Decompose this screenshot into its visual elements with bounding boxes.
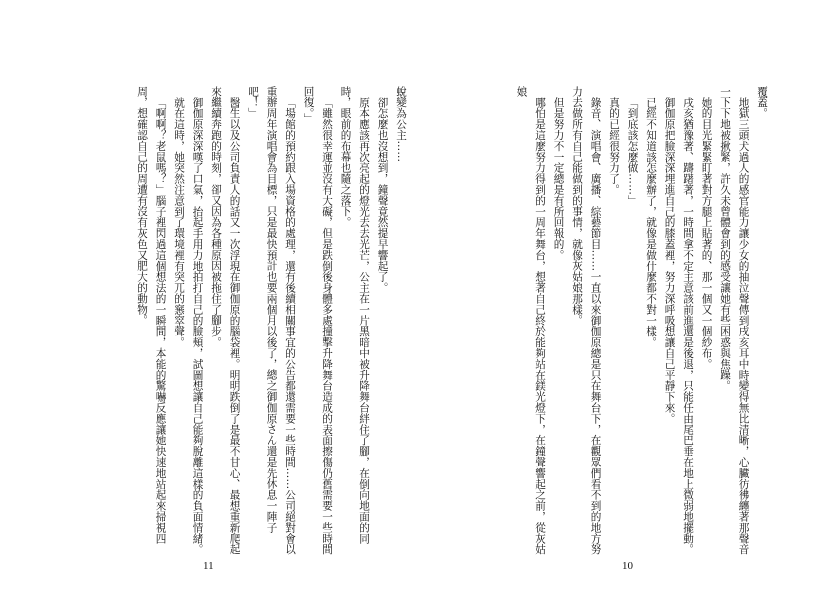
paragraph: 御伽原深深嘆了口氣，抬起手用力地拍打自己的臉頰，試圖想讓自己能夠脫離這樣的負面情緒。: [191, 96, 204, 555]
page-11: [66, 86, 410, 556]
page-number: 11: [203, 560, 214, 572]
paragraph: 地獄三頭犬過人的感官能力讓少女的抽泣聲傳到戌亥耳中時變得無比清晰，心臟彷彿纏著那聲音一下下地被揪緊，許久未曾體會到的感受讓她有些困惑與焦躁。: [719, 86, 750, 555]
paragraph: 已經不知道該怎麼辦了，就像是做什麼都不對一樣。: [645, 96, 657, 348]
page-11-text: [133, 86, 411, 556]
page-10-text: [512, 86, 771, 556]
page-number: 10: [622, 560, 633, 572]
dialogue-line: 「到底該怎麼做……」: [626, 96, 639, 206]
paragraph: 就在這時，她突然注意到了環境裡有突兀的窸窣聲。: [173, 96, 185, 348]
paragraph: 但是努力不一定總是有所回報的。: [552, 96, 565, 261]
paragraph: 覆蓋。: [756, 86, 768, 119]
paragraph: 錄音、演唱會、廣播、綜藝節目……一直以來御伽原總是只在舞台下，在觀眾們看不到的地方努力去做所有自己能做到的事情，就像灰姑娘那樣。: [571, 86, 602, 555]
paragraph: 卻怎麼也沒想到，鐘聲竟然提早響起了。: [376, 96, 389, 293]
paragraph: 戌亥猶豫著、躊躇著，一時間拿不定主意該前進還是後退，只能任由尾巴垂在地上微弱地擺動。: [682, 96, 694, 555]
paragraph: 原本應該再次亮起的燈光去去光芒，公主在一片黑暗中被升降舞台絆住了腳，在倒向地面的同時，眼前的布幕也隨之落下。: [339, 86, 370, 544]
paragraph: 她的目光緊緊盯著對方腿上貼著的、那一個又一個紗布。: [700, 96, 713, 370]
dialogue-line: 「啊啊？老鼠嗎？」腦子裡閃過這個想法的一瞬間，本能的驚嚇反應讓她快速地站起來掃視四周，想確認自己的周遭有沒有灰色又肥大的動物。: [136, 86, 167, 544]
paragraph: 蛻變為公主……: [395, 86, 407, 163]
paragraph: 醫生以及公司負責人的話又一次浮現在御伽原的腦袋裡。明明跌倒了是最不甘心、最想重新爬起來繼續奔跑的時刻，卻又因為各種原因被拖住了腳步。: [210, 86, 241, 555]
page-10: [437, 86, 771, 556]
dialogue-line: 「雖然很幸運並沒有大礙，但是跌倒後身體多處撞擊升降舞台造成的表面擦傷仍舊需要一些時間回復。」: [302, 86, 333, 555]
paragraph: 御伽原把臉深深埋進自己的膝蓋裡，努力深呼吸想讓自己平靜下來。: [663, 96, 676, 424]
paragraph: 真的已經很努力了。: [608, 96, 620, 195]
dialogue-line: 「場館的預約跟入場資格的處理，還有後續相關事宜的公告都還需要一些時間……公司絕對會以重辦周年演唱會為目標，只是最快預計也要兩個月以後了，總之御伽原さん還是先休息一陣子吧！」: [247, 86, 296, 555]
paragraph: 哪怕是這麼努力得到的一周年舞台，想著自己終於能夠站在鎂光燈下，在鐘聲響起之前，從灰姑娘: [515, 86, 546, 555]
